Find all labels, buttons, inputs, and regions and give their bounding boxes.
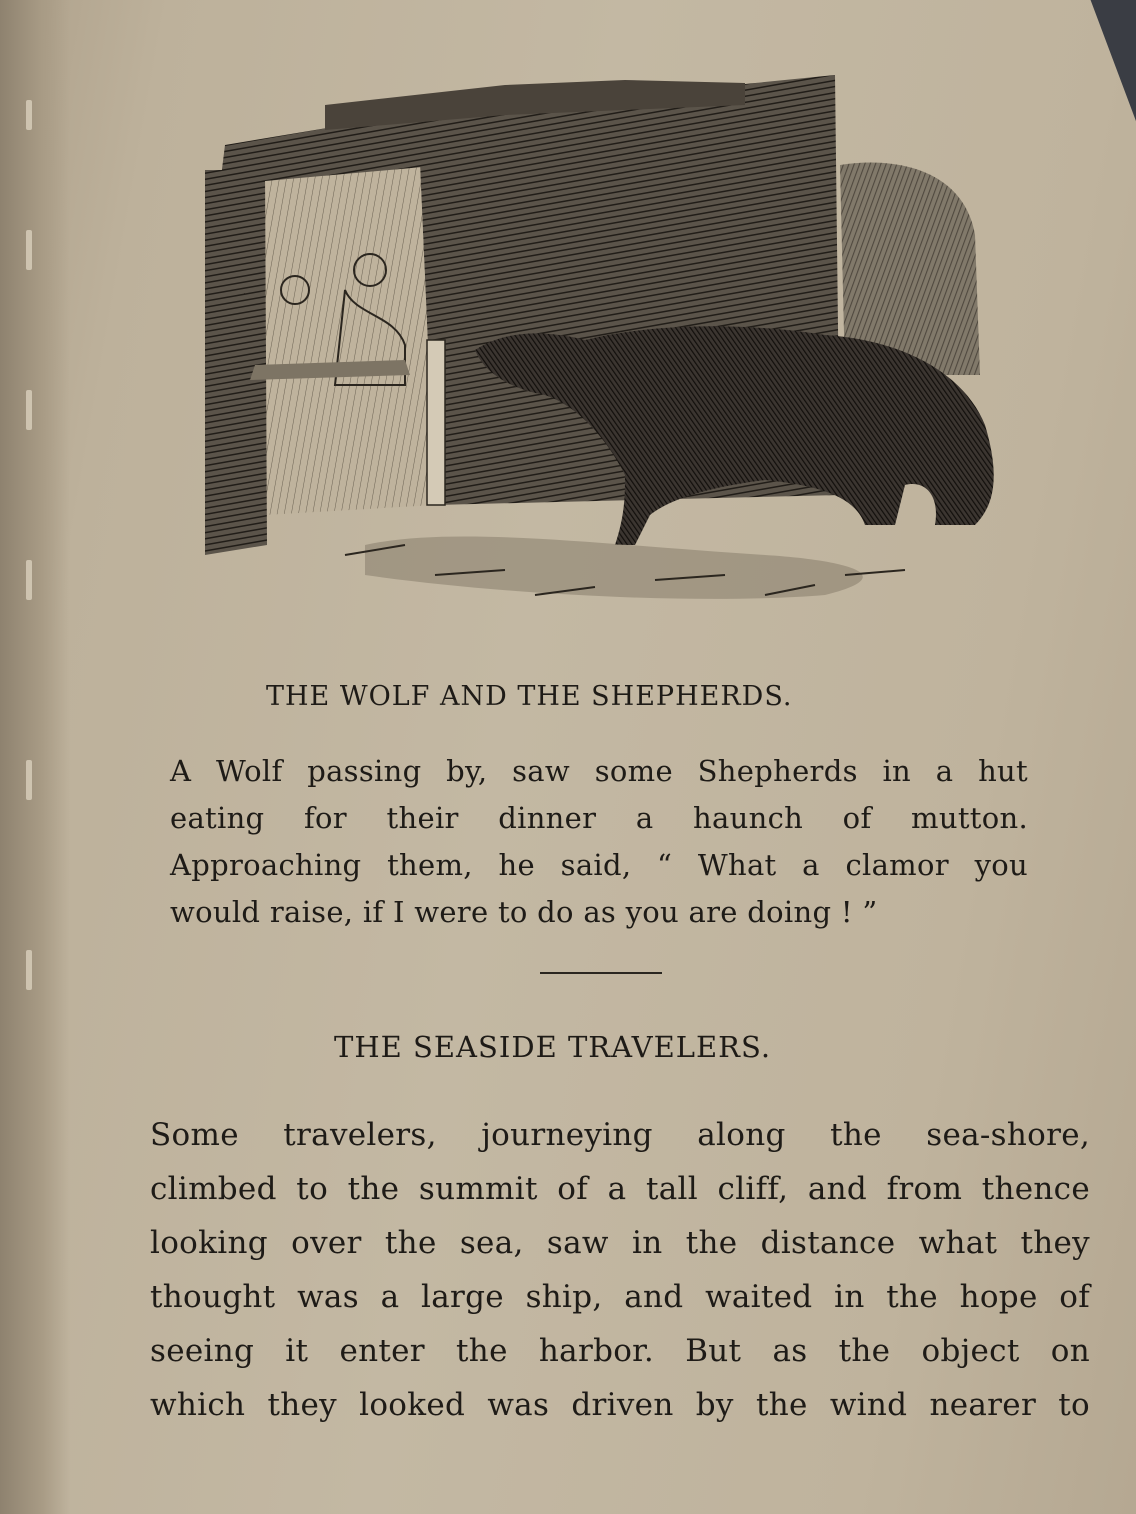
binding-stitch — [26, 760, 32, 800]
fable2-title: THE SEASIDE TRAVELERS. — [334, 1030, 772, 1064]
binding-stitch — [26, 560, 32, 600]
text-line: would raise, if I were to do as you are doing ! ” — [170, 895, 878, 929]
binding-stitch — [26, 100, 32, 130]
text-line: climbed to the summit of a tall cliff, and from thence — [150, 1171, 1090, 1207]
text-line: which they looked was driven by the wind nearer to — [150, 1387, 1090, 1423]
binding-stitch — [26, 950, 32, 990]
text-line: Some travelers, journeying along the sea-shore, — [150, 1117, 1090, 1153]
text-line: seeing it enter the harbor. But as the object on — [150, 1333, 1090, 1369]
text-line: looking over the sea, saw in the distance what they — [150, 1225, 1090, 1261]
fable1-title: THE WOLF AND THE SHEPHERDS. — [266, 681, 793, 712]
wolf-at-hut-engraving-icon — [205, 75, 1005, 615]
text-line: Approaching them, he said, “ What a clamor you — [170, 848, 1028, 882]
fable1-body — [170, 748, 1028, 936]
text-line: thought was a large ship, and waited in the hope of — [150, 1279, 1090, 1315]
text-line: A Wolf passing by, saw some Shepherds in a hut — [170, 754, 1028, 788]
binding-stitch — [26, 390, 32, 430]
section-divider — [540, 972, 662, 974]
fable2-body — [150, 1108, 1090, 1432]
page-gutter — [0, 0, 70, 1514]
text-line: eating for their dinner a haunch of mutton. — [170, 801, 1028, 835]
binding-stitch — [26, 230, 32, 270]
